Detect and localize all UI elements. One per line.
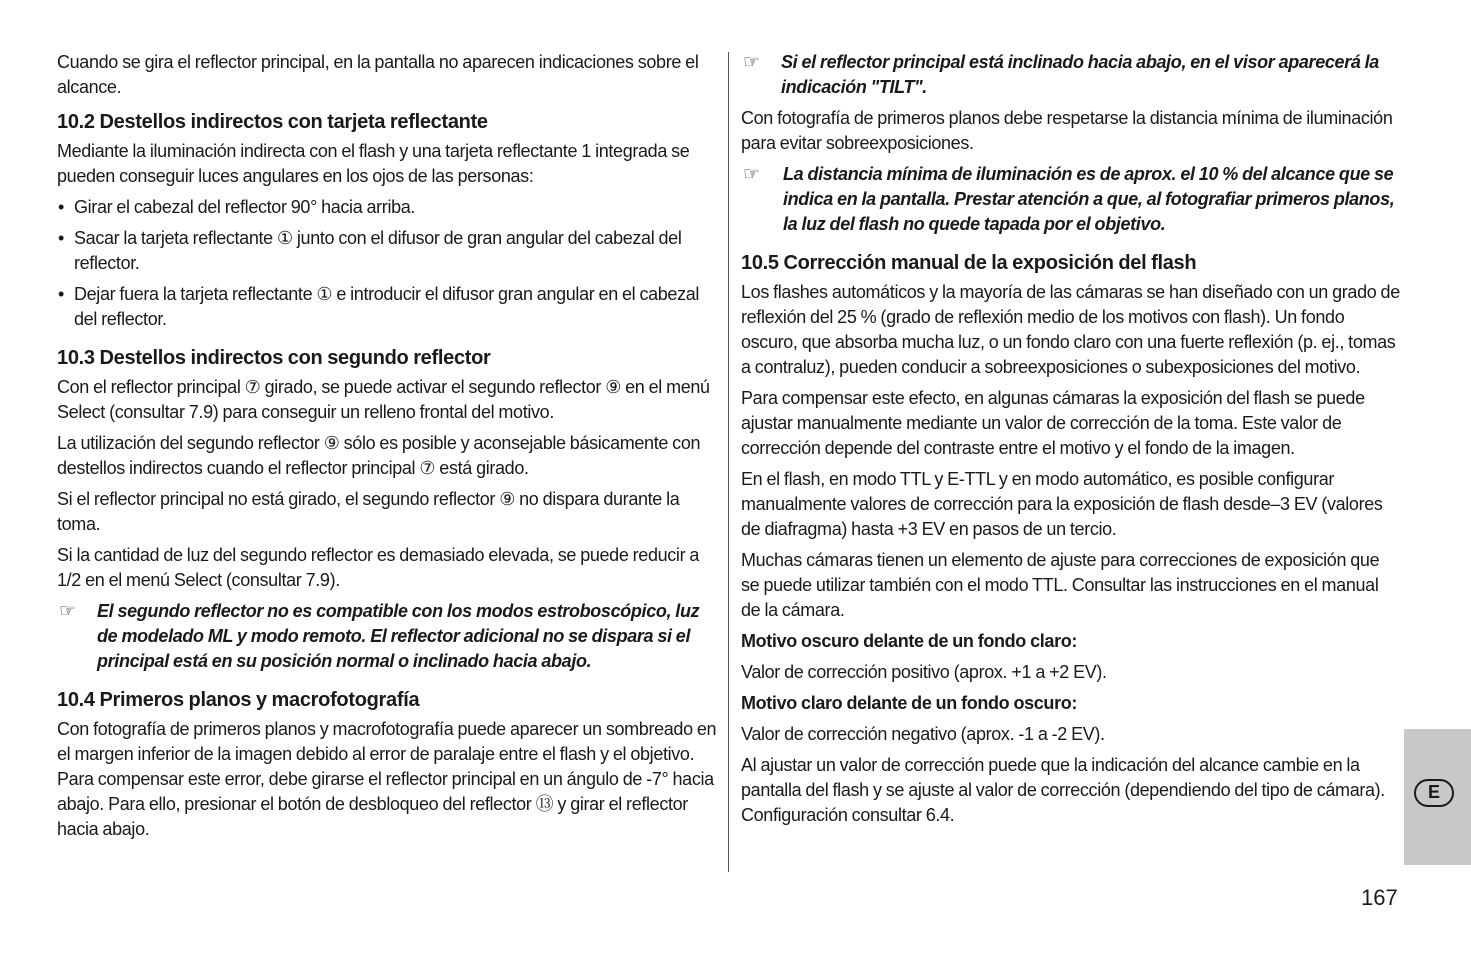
section-10-3-note	[57, 599, 717, 674]
section-10-2-bullet-list	[57, 195, 717, 332]
section-10-5-paragraph-7: Al ajustar un valor de corrección puede que la indicación del alcance cambie en la pantalla del flash y se ajuste al valor de corrección (dependiendo del tipo de cámara). Configuración consultar 6.4.	[741, 755, 1385, 825]
light-subject-subheading: Motivo claro delante de un fondo oscuro:	[741, 693, 1078, 713]
section-10-3-paragraph-2: La utilización del segundo reflector ⑨ sólo es posible y aconsejable básicamente con destellos indirectos cuando el reflector principal ⑦ está girado.	[57, 433, 701, 478]
minimum-distance-note	[741, 162, 1401, 237]
section-10-2-paragraph: Mediante la iluminación indirecta con el flash y una tarjeta reflectante 1 integrada se pueden conseguir luces angulares en los ojos de las personas:	[57, 141, 690, 186]
right-column	[741, 50, 1401, 834]
section-10-2-heading: 10.2 Destellos indirectos con tarjeta reflectante	[57, 111, 488, 133]
section-10-5-paragraph-3: En el flash, en modo TTL y E-TTL y en modo automático, es posible configurar manualmente valores de corrección para la exposición de flash desde–3 EV (valores de diafragma) hasta +3 EV en pasos de un tercio.	[741, 469, 1383, 539]
column-divider	[728, 52, 729, 872]
section-10-5-paragraph-1: Los flashes automáticos y la mayoría de las cámaras se han diseñado con un grado de reflexión del 25 % (grado de reflexión medio de los motivos con flash). Un fondo oscuro, que absorba mucha luz, o un fondo claro con una fuerte reflexión (p. ej., tomas a contraluz), pueden conducir a sobreexposiciones o subexposiciones del motivo.	[741, 282, 1400, 377]
pointing-hand-icon: ☞	[59, 601, 76, 622]
bullet-item: • Dejar fuera la tarjeta reflectante ① e introducir el difusor gran angular en el cabezal del reflector.	[57, 282, 717, 332]
section-10-4-heading: 10.4 Primeros planos y macrofotografía	[57, 689, 420, 711]
pointing-hand-icon: ☞	[743, 52, 760, 73]
bullet-item: • Girar el cabezal del reflector 90° hacia arriba.	[57, 195, 717, 220]
tilt-note	[741, 50, 1401, 100]
note-text: La distancia mínima de iluminación es de aprox. el 10 % del alcance que se indica en la pantalla. Prestar atención a que, al fotografiar primeros planos, la luz del flash no quede tapada por el objetivo.	[783, 164, 1395, 234]
language-tab-letter: E	[1414, 779, 1454, 807]
section-10-5-paragraph-2: Para compensar este efecto, en algunas cámaras la exposición del flash se puede ajustar manualmente mediante un valor de corrección de la toma. Este valor de corrección depende del contraste entre el motivo y el fondo de la imagen.	[741, 388, 1365, 458]
section-10-3-heading: 10.3 Destellos indirectos con segundo reflector	[57, 347, 491, 369]
close-up-paragraph: Con fotografía de primeros planos debe respetarse la distancia mínima de iluminación para evitar sobreexposiciones.	[741, 108, 1393, 153]
left-column	[57, 50, 717, 848]
negative-correction-text: Valor de corrección negativo (aprox. -1 a -2 EV).	[741, 724, 1105, 744]
note-text: El segundo reflector no es compatible con los modos estroboscópico, luz de modelado ML y modo remoto. El reflector adicional no se dispara si el principal está en su posición normal o inclinado hacia abajo.	[97, 601, 700, 671]
dark-subject-subheading: Motivo oscuro delante de un fondo claro:	[741, 631, 1078, 651]
pointing-hand-icon: ☞	[743, 164, 760, 185]
section-10-5-heading: 10.5 Corrección manual de la exposición del flash	[741, 252, 1197, 274]
section-10-3-paragraph-1: Con el reflector principal ⑦ girado, se puede activar el segundo reflector ⑨ en el menú Select (consultar 7.9) para conseguir un relleno frontal del motivo.	[57, 377, 710, 422]
section-10-4-paragraph: Con fotografía de primeros planos y macrofotografía puede aparecer un sombreado en el margen inferior de la imagen debido al error de paralaje entre el flash y el objetivo. Para compensar este error, debe girarse el reflector principal en un ángulo de -7° hacia abajo. Para ello, presionar el botón de desbloqueo del reflector ⑬ y girar el reflector hacia abajo.	[57, 719, 717, 839]
section-10-3-paragraph-3: Si el reflector principal no está girado, el segundo reflector ⑨ no dispara durante la toma.	[57, 489, 680, 534]
bullet-item: • Sacar la tarjeta reflectante ① junto con el difusor de gran angular del cabezal del reflector.	[57, 226, 717, 276]
section-10-3-paragraph-4: Si la cantidad de luz del segundo reflector es demasiado elevada, se puede reducir a 1/2 en el menú Select (consultar 7.9).	[57, 545, 700, 590]
section-10-5-paragraph-4: Muchas cámaras tienen un elemento de ajuste para correcciones de exposición que se puede utilizar también con el modo TTL. Consultar las instrucciones en el manual de la cámara.	[741, 550, 1380, 620]
intro-paragraph: Cuando se gira el reflector principal, en la pantalla no aparecen indicaciones sobre el alcance.	[57, 52, 699, 97]
page-number: 167	[1361, 885, 1398, 910]
note-text: Si el reflector principal está inclinado hacia abajo, en el visor aparecerá la indicación "TILT".	[781, 52, 1379, 97]
positive-correction-text: Valor de corrección positivo (aprox. +1 a +2 EV).	[741, 662, 1107, 682]
